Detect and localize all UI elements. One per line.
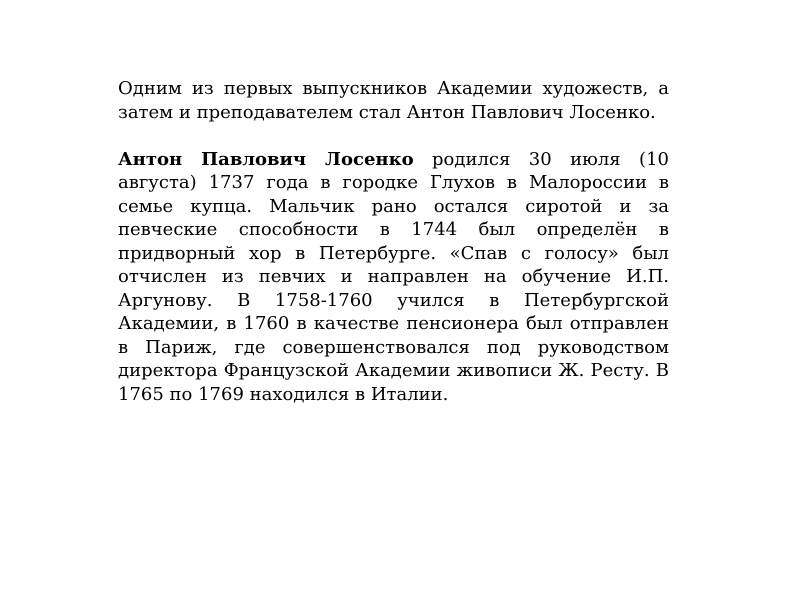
person-name: Антон Павлович Лосенко <box>118 148 414 170</box>
biography-paragraph <box>118 148 669 407</box>
intro-paragraph: Одним из первых выпускников Академии художеств, а затем и преподавателем стал Антон Павлович Лосенко. <box>118 78 669 123</box>
biography-text: родился 30 июля (10 августа) 1737 года в городке Глухов в Малороссии в семье купца. Мальчик рано остался сиротой и за певческие способности в 1744 был определён в придворный хор в Петербурге. «Спав с голосу» был отчислен из певчих и направлен на обучение И.П. Аргунову. В 1758-1760 учился в Петербургской Академии, в 1760 в качестве пенсионера был отправлен в Париж, где совершенствовался под руководством директора Французской Академии живописи Ж. Ресту. В 1765 по 1769 находился в Италии. <box>118 148 669 405</box>
text-block <box>118 77 669 406</box>
